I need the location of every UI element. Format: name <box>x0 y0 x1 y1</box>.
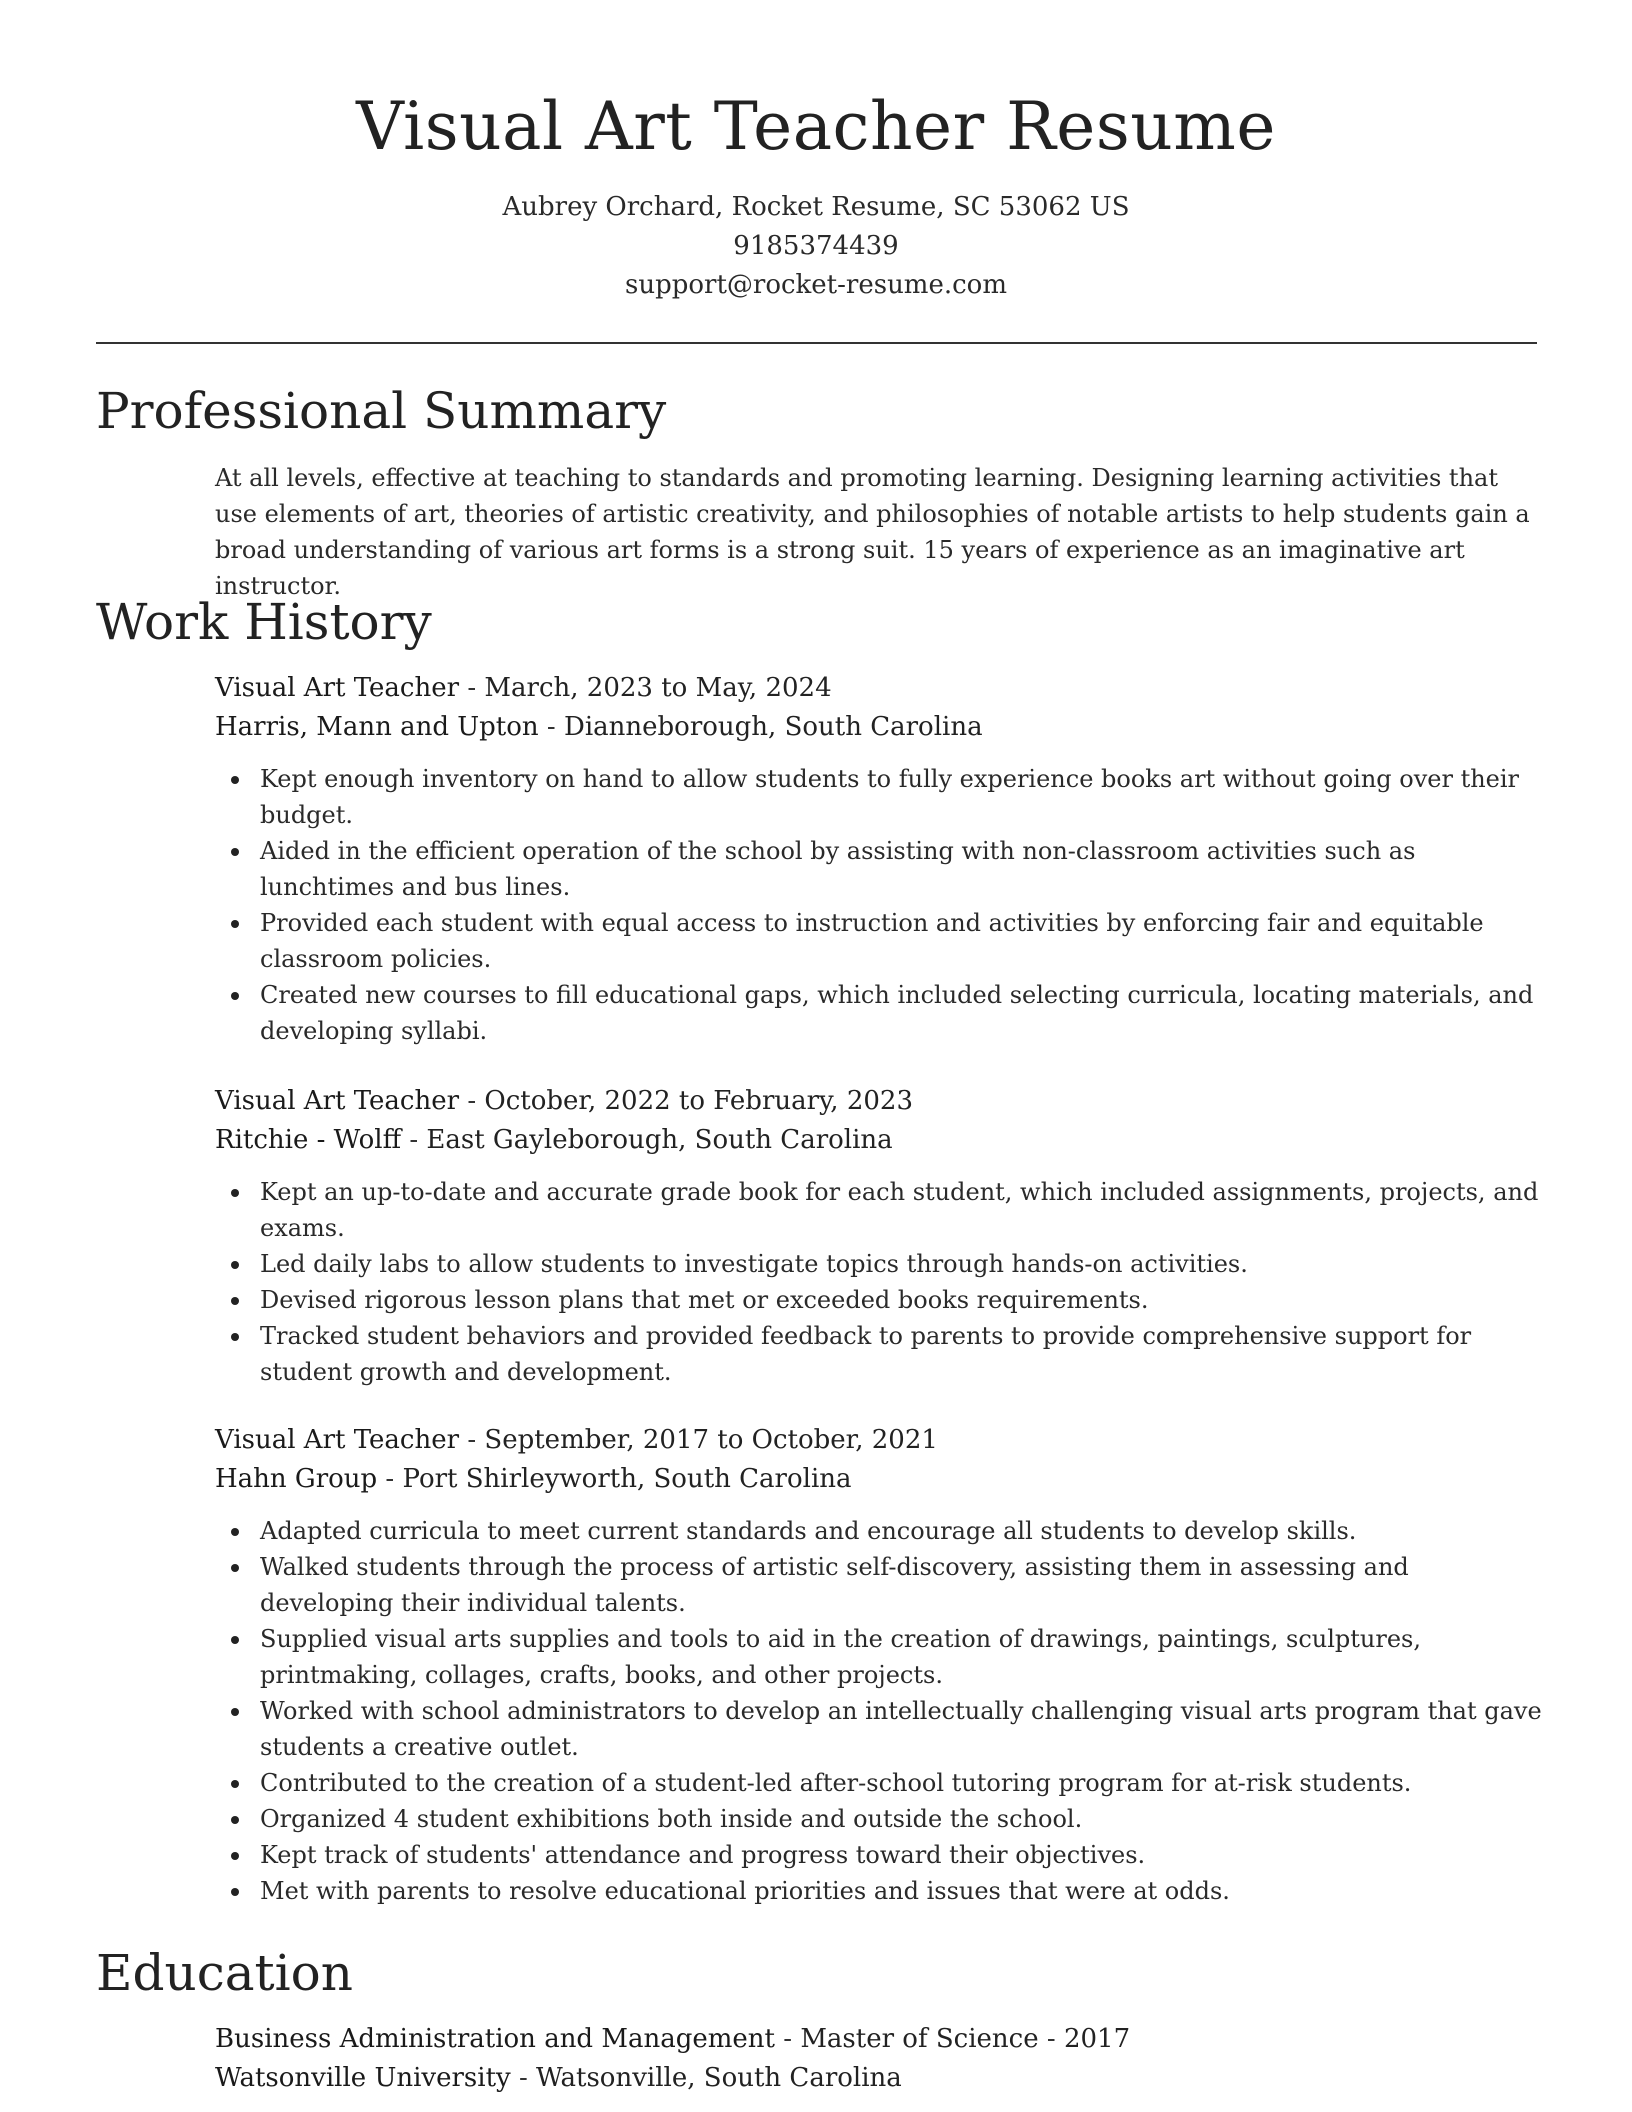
list-item: Adapted curricula to meet current standards and encourage all students to develop skills. <box>215 1513 1545 1549</box>
resume-header <box>0 0 1632 305</box>
list-item: Worked with school administrators to develop an intellectually challenging visual arts program that gave students a creative outlet. <box>215 1693 1545 1765</box>
list-item: Walked students through the process of artistic self-discovery, assisting them in assessing and developing their individual talents. <box>215 1549 1545 1621</box>
summary-text: At all levels, effective at teaching to standards and promoting learning. Designing learning activities that use elements of art, theories of artistic creativity, and philosophies of notable artists to help students gain a broad understanding of various art forms is a strong suit. 15 years of experience as an imaginative art instructor. <box>215 464 1530 600</box>
job-location: East Gayleborough, South Carolina <box>426 1125 893 1155</box>
header-divider <box>96 342 1537 344</box>
list-item: Organized 4 student exhibitions both inside and outside the school. <box>215 1801 1545 1837</box>
job-bullets <box>215 761 1545 1049</box>
job-dates: October, 2022 to February, 2023 <box>484 1086 913 1116</box>
work-history-heading: Work History <box>96 593 432 651</box>
list-item: Tracked student behaviors and provided feedback to parents to provide comprehensive support for student growth and development. <box>215 1318 1545 1390</box>
summary-heading: Professional Summary <box>96 382 667 440</box>
job-bullets <box>215 1174 1545 1390</box>
contact-address: Aubrey Orchard, Rocket Resume, SC 53062 US <box>502 192 1130 222</box>
job-title-line: Visual Art Teacher - September, 2017 to October, 2021 <box>215 1425 938 1455</box>
list-item: Contributed to the creation of a student-led after-school tutoring program for at-risk students. <box>215 1765 1545 1801</box>
job-company: Hahn Group <box>215 1464 378 1494</box>
job-company-line: Ritchie - Wolff - East Gayleborough, South Carolina <box>215 1125 893 1155</box>
education-entry <box>215 2020 1545 2098</box>
job-company-line: Hahn Group - Port Shirleyworth, South Carolina <box>215 1464 852 1494</box>
contact-email: support@rocket-resume.com <box>624 270 1007 300</box>
list-item: Aided in the efficient operation of the school by assisting with non-classroom activities such as lunchtimes and bus lines. <box>215 833 1545 905</box>
job-company-line: Harris, Mann and Upton - Dianneborough, South Carolina <box>215 712 983 742</box>
list-item: Led daily labs to allow students to investigate topics through hands-on activities. <box>215 1246 1545 1282</box>
list-item: Provided each student with equal access to instruction and activities by enforcing fair and equitable classroom policies. <box>215 905 1545 977</box>
education-school: Watsonville University <box>215 2063 511 2093</box>
list-item: Created new courses to fill educational gaps, which included selecting curricula, locating materials, and developing syllabi. <box>215 977 1545 1049</box>
list-item: Supplied visual arts supplies and tools to aid in the creation of drawings, paintings, sculptures, printmaking, collages, crafts, books, and other projects. <box>215 1621 1545 1693</box>
job-title-line: Visual Art Teacher - March, 2023 to May, 2024 <box>215 673 832 703</box>
job-company: Ritchie - Wolff <box>215 1125 402 1155</box>
education-degree-line: Business Administration and Management - Master of Science - 2017 <box>215 2024 1131 2054</box>
job-title: Visual Art Teacher <box>215 673 460 703</box>
document-title: Visual Art Teacher Resume <box>356 88 1276 165</box>
job-bullets <box>215 1513 1545 1909</box>
education-heading: Education <box>96 1944 353 2002</box>
job-entry <box>215 1082 1545 1390</box>
list-item: Kept enough inventory on hand to allow students to fully experience books art without going over their budget. <box>215 761 1545 833</box>
list-item: Kept an up-to-date and accurate grade book for each student, which included assignments, projects, and exams. <box>215 1174 1545 1246</box>
list-item: Met with parents to resolve educational priorities and issues that were at odds. <box>215 1873 1545 1909</box>
job-dates: March, 2023 to May, 2024 <box>484 673 832 703</box>
job-company: Harris, Mann and Upton <box>215 712 539 742</box>
education-school-line: Watsonville University - Watsonville, South Carolina <box>215 2063 902 2093</box>
job-location: Dianneborough, South Carolina <box>563 712 983 742</box>
list-item: Kept track of students' attendance and progress toward their objectives. <box>215 1837 1545 1873</box>
job-entry <box>215 669 1545 1049</box>
education-year: 2017 <box>1063 2024 1131 2054</box>
education-degree: Master of Science <box>800 2024 1039 2054</box>
job-title: Visual Art Teacher <box>215 1086 460 1116</box>
education-location: Watsonville, South Carolina <box>536 2063 902 2093</box>
job-dates: September, 2017 to October, 2021 <box>484 1425 938 1455</box>
contact-phone: 9185374439 <box>733 231 899 261</box>
list-item: Devised rigorous lesson plans that met or exceeded books requirements. <box>215 1282 1545 1318</box>
contact-block <box>0 188 1632 305</box>
education-field: Business Administration and Management <box>215 2024 775 2054</box>
job-title-line: Visual Art Teacher - October, 2022 to February, 2023 <box>215 1086 913 1116</box>
job-location: Port Shirleyworth, South Carolina <box>402 1464 852 1494</box>
job-title: Visual Art Teacher <box>215 1425 460 1455</box>
job-entry <box>215 1421 1545 1909</box>
